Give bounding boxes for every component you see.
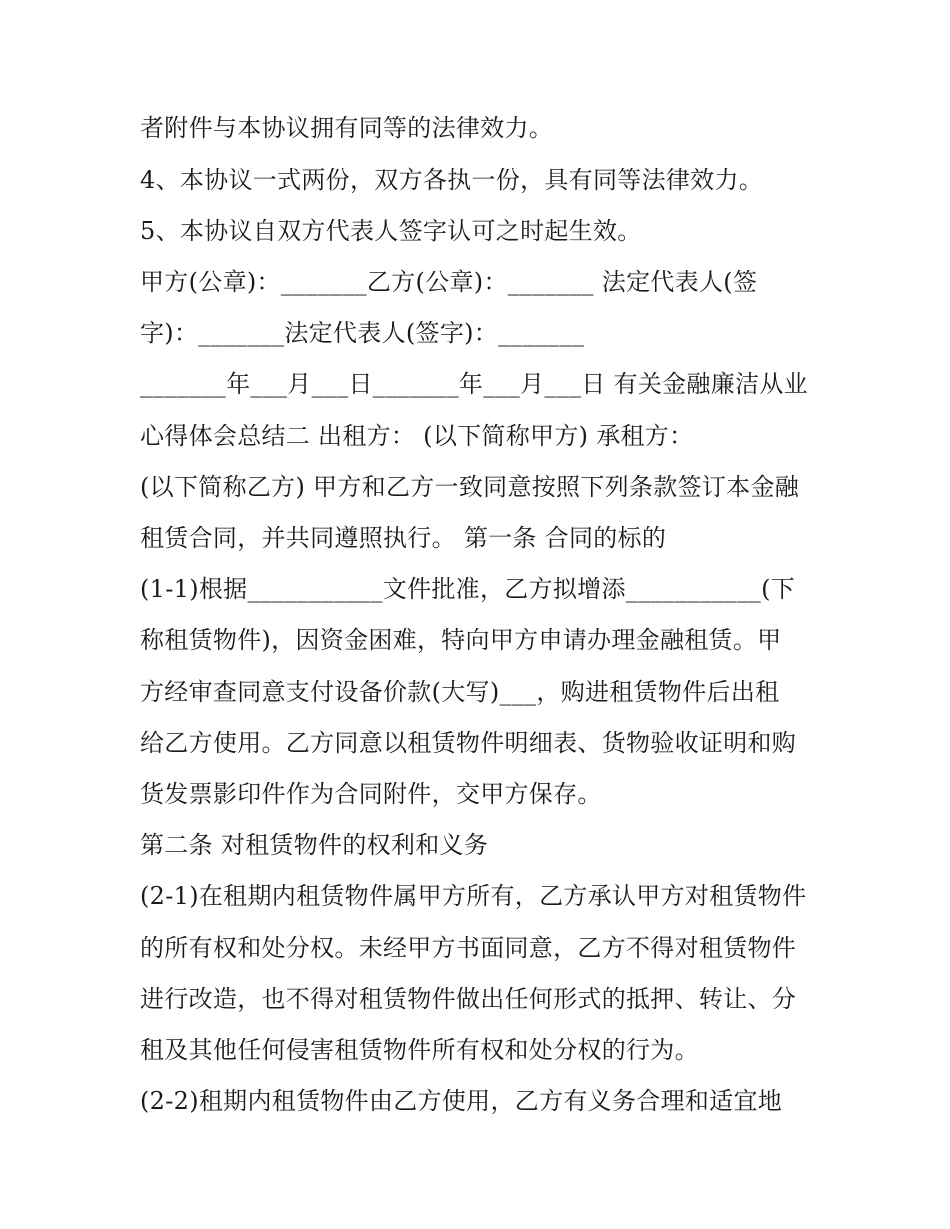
text-line: 4、本协议一式两份，双方各执一份，具有同等法律效力。 [140, 166, 764, 194]
text-line: 甲方(公章)：_______乙方(公章)：_______ 法定代表人(签 [140, 268, 758, 296]
text-line: 方经审查同意支付设备价款(大写)___，购进租赁物件后出租 [140, 678, 780, 706]
text-line: (1-1)根据___________文件批准，乙方拟增添___________(下 [140, 575, 796, 603]
text-line: 5、本协议自双方代表人签字认可之时起生效。 [140, 217, 642, 245]
text-line: (以下简称乙方) 甲方和乙方一致同意按照下列条款签订本金融 [140, 473, 800, 501]
text-line: (2-1)在租期内租赁物件属甲方所有，乙方承认甲方对租赁物件 [140, 882, 807, 910]
text-line: 称租赁物件)，因资金困难，特向甲方申请办理金融租赁。甲 [140, 626, 782, 654]
text-line: 者附件与本协议拥有同等的法律效力。 [140, 114, 554, 142]
text-line: 租赁合同，并共同遵照执行。 第一条 合同的标的 [140, 524, 667, 552]
text-line: 货发票影印件作为合同附件，交甲方保存。 [140, 780, 602, 808]
text-line: (2-2)租期内租赁物件由乙方使用，乙方有义务合理和适宜地 [140, 1087, 783, 1115]
text-line: 给乙方使用。乙方同意以租赁物件明细表、货物验收证明和购 [140, 729, 797, 757]
text-line: 的所有权和处分权。未经甲方书面同意，乙方不得对租赁物件 [140, 934, 797, 962]
text-line: _______年___月___日_______年___月___日 有关金融廉洁从业 [140, 370, 808, 398]
text-line: 租及其他任何侵害租赁物件所有权和处分权的行为。 [140, 1036, 699, 1064]
text-line: 字)：_______法定代表人(签字)：_______ [140, 319, 585, 347]
text-line: 进行改造，也不得对租赁物件做出任何形式的抵押、转让、分 [140, 985, 797, 1013]
text-line: 心得体会总结二 出租方： (以下简称甲方) 承租方： [140, 422, 694, 450]
section-heading: 第二条 对租赁物件的权利和义务 [140, 831, 489, 859]
